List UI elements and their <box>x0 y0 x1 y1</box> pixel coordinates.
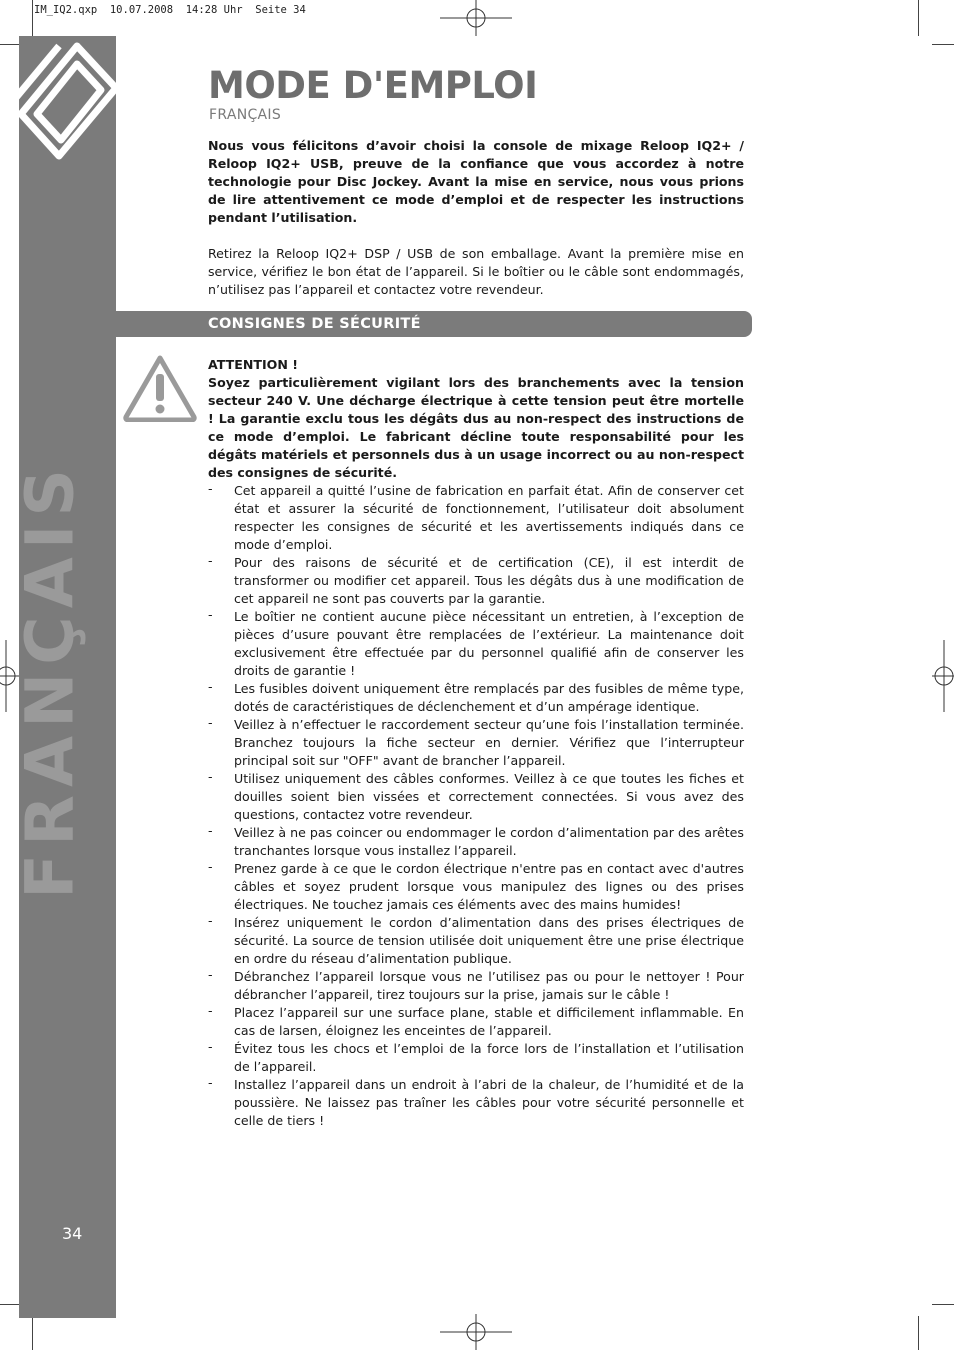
list-item-text: Pour des raisons de sécurité et de certification (CE), il est interdit de transformer ou modifier cet appareil. Tous les dégâts dus à une modification de cet appareil ne sont pas couverts par la garantie. <box>234 555 744 606</box>
print-slug: IM_IQ2.qxp 10.07.2008 14:28 Uhr Seite 34 <box>34 4 306 16</box>
list-item <box>208 860 744 914</box>
bullet-dash: - <box>208 913 213 928</box>
list-item-text: Le boîtier ne contient aucune pièce nécessitant un entretien, à l’exception de pièces d’usure pouvant être remplacées de l’extérieur. La maintenance doit exclusivement être effectuée par du personnel qualifié afin de conserver les droits de garantie ! <box>234 609 744 678</box>
list-item-text: Évitez tous les chocs et l’emploi de la force lors de l’installation et l’utilisation de l’appareil. <box>234 1041 744 1074</box>
list-item <box>208 1076 744 1130</box>
unpacking-paragraph: Retirez la Reloop IQ2+ DSP / USB de son emballage. Avant la première mise en service, vérifiez le bon état de l’appareil. Si le boîtier ou le câble sont endommagés, n’utilisez pas l’appareil et contactez votre revendeur. <box>208 246 744 297</box>
crop-mark <box>932 44 954 45</box>
bullet-dash: - <box>208 553 213 568</box>
list-item <box>208 716 744 770</box>
warning-text: Soyez particulièrement vigilant lors des branchements avec la tension secteur 240 V. Une décharge électrique à cette tension peut être mortelle ! La garantie exclu tous les dégâts dus au non-respect des instructions de ce mode d’emploi. Le fabricant décline toute responsabilité pour les dégâts matériels et personnels dus à un usage incorrect ou au non-respect des consignes de sécurité. <box>208 375 744 480</box>
registration-mark-bottom <box>440 1314 512 1350</box>
list-item-text: Utilisez uniquement des câbles conformes. Veillez à ce que toutes les fiches et douilles soient bien vissées et correctement connectées. Si vous avez des questions, contactez votre revendeur. <box>234 771 744 822</box>
bullet-dash: - <box>208 679 213 694</box>
crop-mark <box>918 1316 919 1350</box>
brand-logo-icon <box>19 36 116 162</box>
list-item-text: Insérez uniquement le cordon d’alimentation dans des prises électriques de sécurité. La source de tension utilisée doit uniquement être une prise électrique en ordre du réseau d’alimentation publique. <box>234 915 744 966</box>
list-item-text: Installez l’appareil dans un endroit à l’abri de la chaleur, de l’humidité et de la poussière. Ne laissez pas traîner les câbles pour votre sécurité personnelle et celle de tiers ! <box>234 1077 744 1128</box>
crop-mark <box>32 0 33 36</box>
page-title: MODE D'EMPLOI <box>208 64 538 107</box>
bullet-dash: - <box>208 481 213 496</box>
list-item <box>208 680 744 716</box>
list-item-text: Prenez garde à ce que le cordon électrique n'entre pas en contact avec d'autres câbles et soyez prudent lorsque vous manipulez des lignes ou des prises électriques. Ne touchez jamais ces éléments avec des mains humides! <box>234 861 744 912</box>
safety-section <box>208 356 744 1130</box>
list-item <box>208 968 744 1004</box>
list-item <box>208 1040 744 1076</box>
bullet-dash: - <box>208 715 213 730</box>
crop-mark <box>32 1316 33 1350</box>
bullet-dash: - <box>208 1075 213 1090</box>
list-item <box>208 914 744 968</box>
warning-heading: ATTENTION ! <box>208 357 299 372</box>
bullet-dash: - <box>208 1039 213 1054</box>
bullet-dash: - <box>208 1003 213 1018</box>
safety-rules-list <box>208 482 744 1130</box>
bullet-dash: - <box>208 859 213 874</box>
intro-paragraph: Nous vous félicitons d’avoir choisi la console de mixage Reloop IQ2+ / Reloop IQ2+ USB, preuve de la confiance que vous accordez à notre technologie pour Disc Jockey. Avant la mise en service, nous vous prions de lire attentivement ce mode d’emploi et de respecter les instructions pendant l’utilisation. <box>208 138 744 225</box>
page-number: 34 <box>62 1224 83 1243</box>
list-item-text: Placez l’appareil sur une surface plane, stable et difficilement inflammable. En cas de larsen, éloignez les enceintes de l’appareil. <box>234 1005 744 1038</box>
list-item <box>208 1004 744 1040</box>
bullet-dash: - <box>208 823 213 838</box>
list-item <box>208 824 744 860</box>
warning-triangle-icon <box>123 354 197 422</box>
list-item-text: Veillez à n’effectuer le raccordement secteur qu’une fois l’installation terminée. Branchez toujours la fiche secteur en dernier. Vérifiez que l’interrupteur principal soit sur "OFF" avant de brancher l’appareil. <box>234 717 744 768</box>
list-item-text: Débranchez l’appareil lorsque vous ne l’utilisez pas ou pour le nettoyer ! Pour débrancher l’appareil, tirez toujours sur la prise, jamais sur le câble ! <box>234 969 744 1002</box>
bullet-dash: - <box>208 607 213 622</box>
section-header-bar <box>116 311 752 337</box>
crop-mark <box>918 0 919 36</box>
registration-mark-right <box>932 640 954 712</box>
registration-mark-top <box>440 0 512 36</box>
list-item <box>208 482 744 554</box>
list-item-text: Les fusibles doivent uniquement être remplacés par des fusibles de même type, dotés de caractéristiques de déclenchement et d’un ampérage identique. <box>234 681 744 714</box>
vertical-language-label: FRANÇAIS <box>11 461 89 899</box>
crop-mark <box>932 1304 954 1305</box>
list-item <box>208 554 744 608</box>
list-item <box>208 770 744 824</box>
bullet-dash: - <box>208 769 213 784</box>
section-title: CONSIGNES DE SÉCURITÉ <box>208 316 421 332</box>
bullet-dash: - <box>208 967 213 982</box>
list-item-text: Veillez à ne pas coincer ou endommager le cordon d’alimentation par des arêtes tranchantes lorsque vous installez l’appareil. <box>234 825 744 858</box>
page-subtitle: FRANÇAIS <box>209 107 282 123</box>
list-item <box>208 608 744 680</box>
list-item-text: Cet appareil a quitté l’usine de fabrication en parfait état. Afin de conserver cet état et assurer la sécurité de fonctionnement, l’utilisateur doit absolument respecter les consignes de sécurité et les avertissements indiqués dans ce mode d’emploi. <box>234 483 744 552</box>
